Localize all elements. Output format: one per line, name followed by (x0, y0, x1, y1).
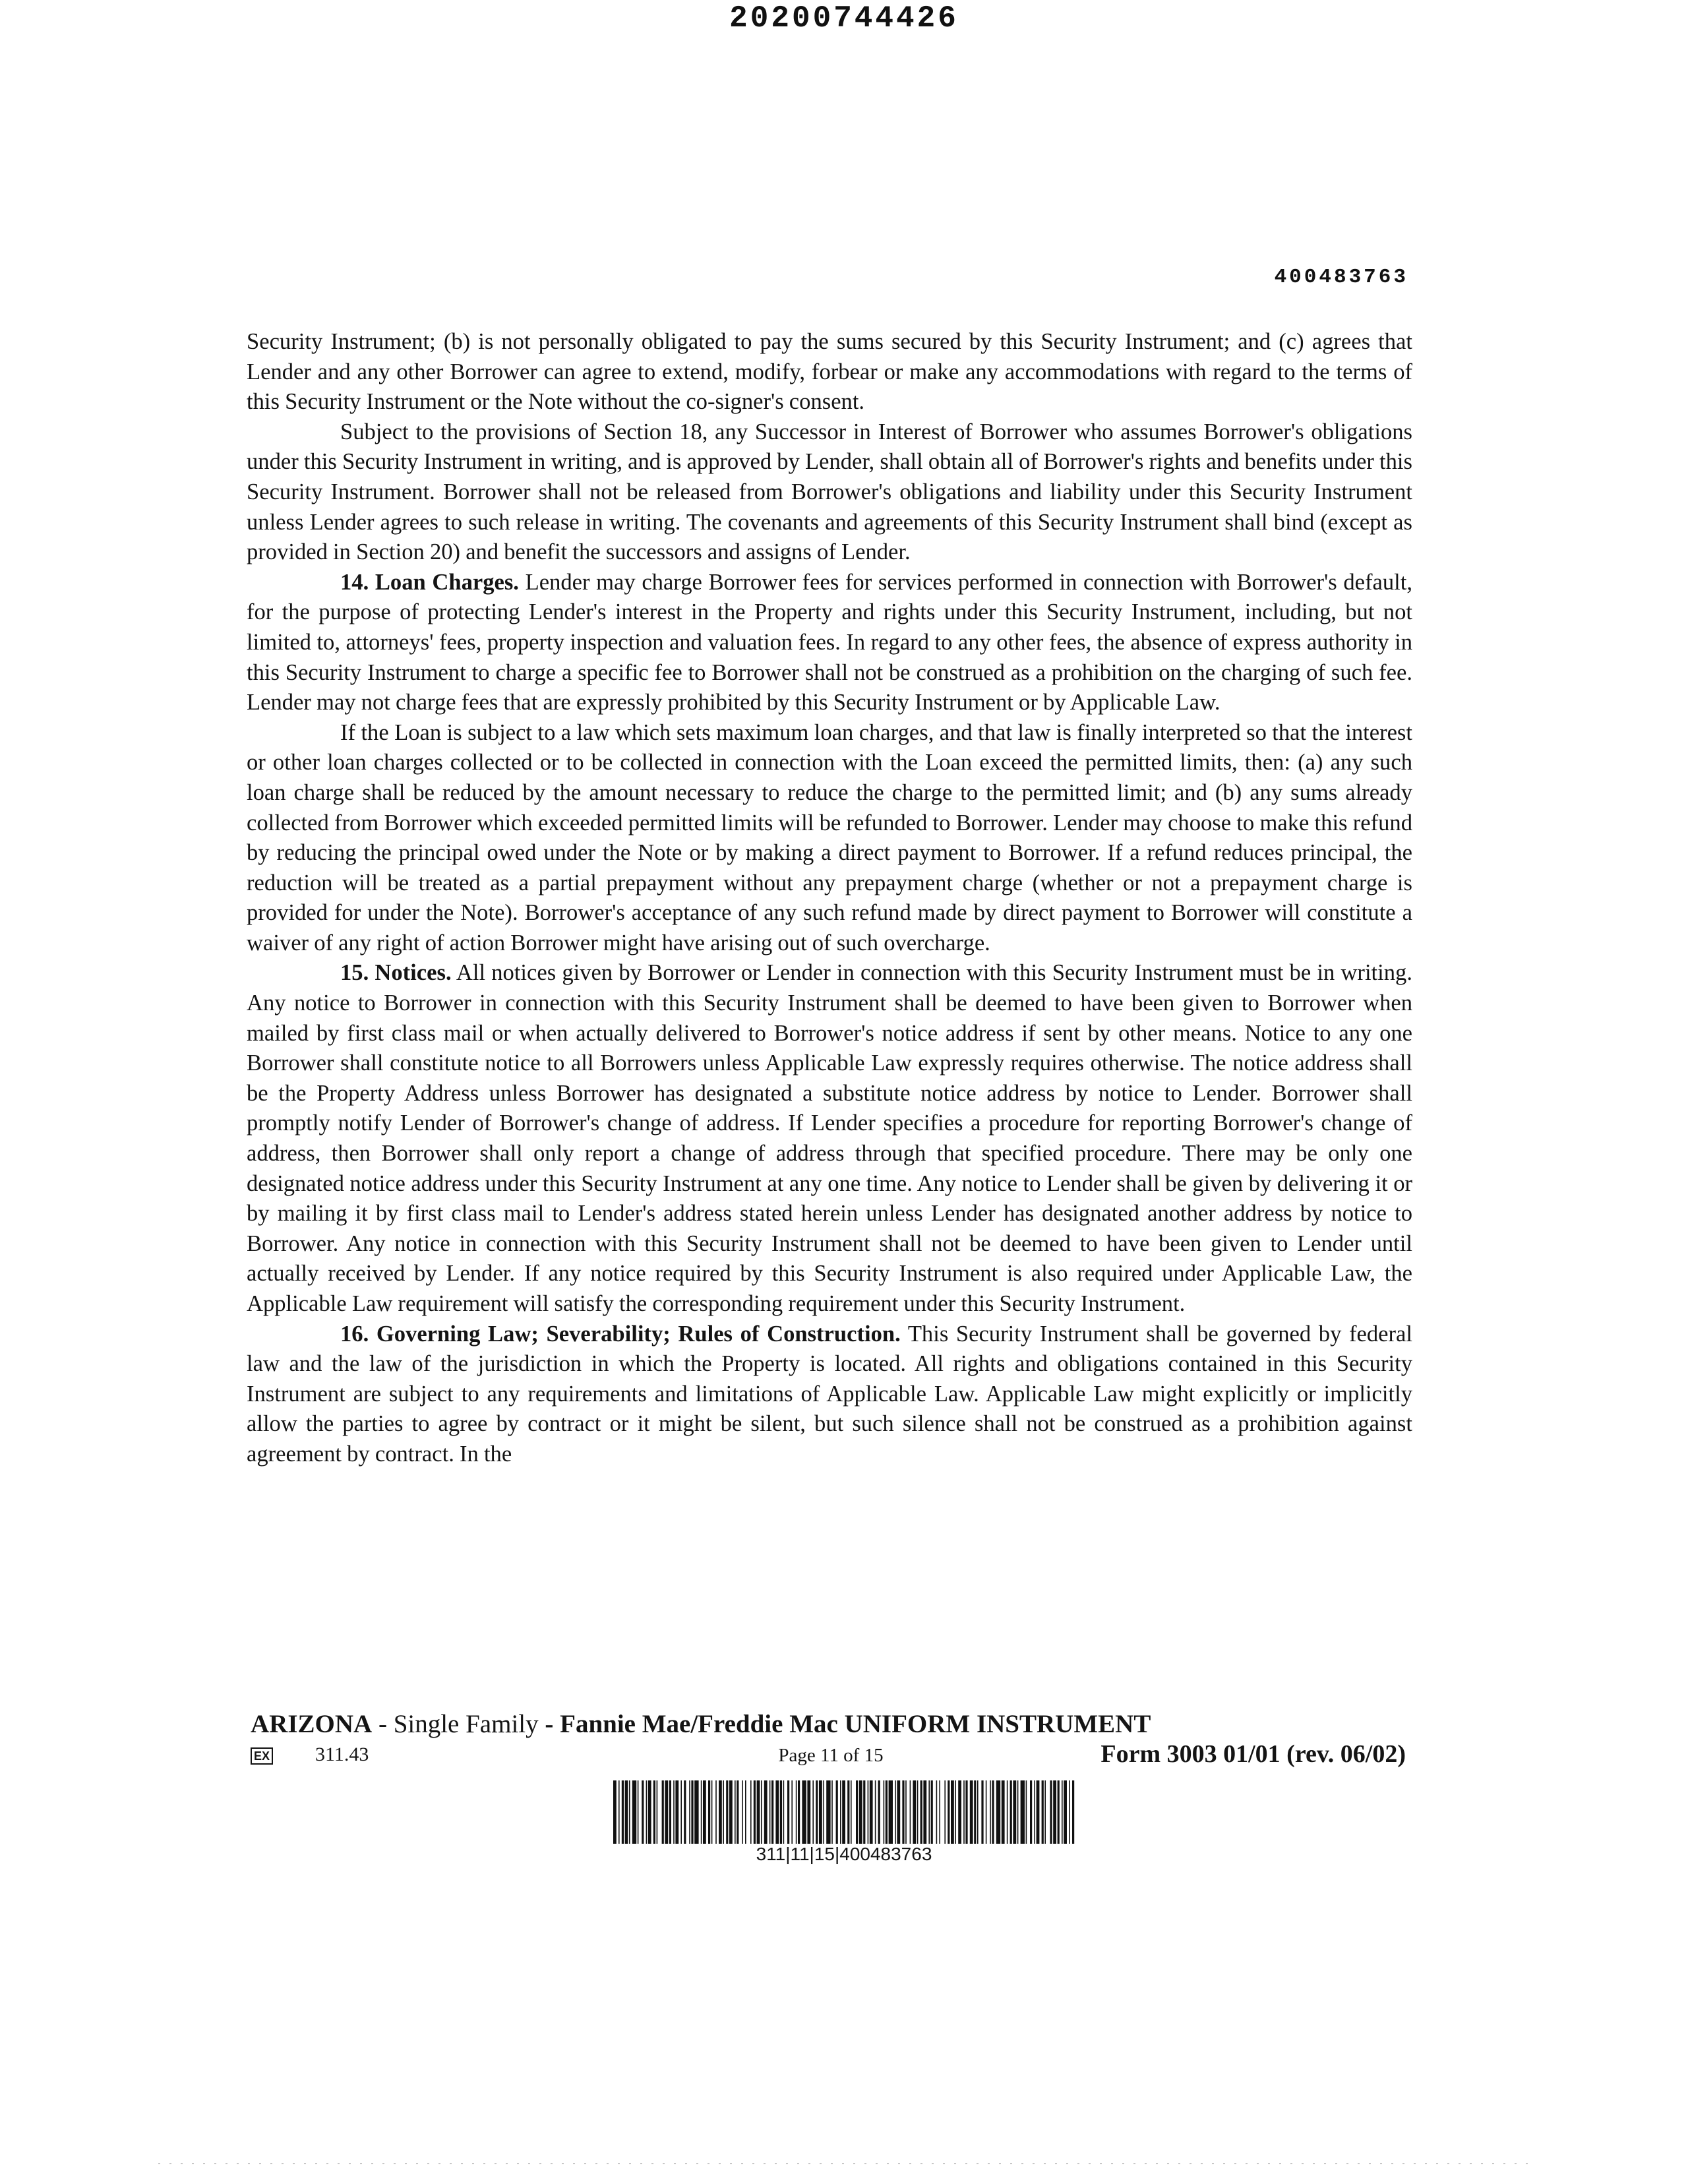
barcode-bar (1042, 1780, 1044, 1844)
form-code: 311.43 (315, 1744, 369, 1765)
barcode-bar (939, 1780, 940, 1844)
barcode-bar (897, 1780, 900, 1844)
section-14-text-1: Lender may charge Borrower fees for services performed in connection with Borrower's default, for the purpose of protecting Lender's interest in the Property and rights under this Security Instrument, including, but not limited to, attorneys' fees, property inspection and valuation fees. In regard to any other fees, the absence of express authority in this Security Instrument to charge a specific fee to Borrower shall not be construed as a prohibition on the charging of such fee. Lender may not charge fees that are expressly prohibited by this Security Instrument or by Applicable Law. (247, 569, 1412, 715)
barcode-bar (783, 1780, 785, 1844)
barcode-bar (796, 1780, 797, 1844)
barcode-bar (951, 1780, 954, 1844)
barcode-bar (675, 1780, 678, 1844)
barcode-bar (944, 1780, 946, 1844)
footer-uniform-instrument: Fannie Mae/Freddie Mac UNIFORM INSTRUMENT (560, 1710, 1151, 1738)
barcode-bar (638, 1780, 639, 1844)
barcode-bar (691, 1780, 693, 1844)
barcode-bar (836, 1780, 838, 1844)
barcode-bar (905, 1780, 907, 1844)
barcode-bar (653, 1780, 655, 1844)
barcode-bar (1030, 1780, 1032, 1844)
barcode-bar (711, 1780, 713, 1844)
barcode-bar (775, 1780, 779, 1844)
barcode-bar (902, 1780, 904, 1844)
barcode-bar (729, 1780, 733, 1844)
footer-separator-2: - (538, 1710, 560, 1738)
barcode-bar (859, 1780, 862, 1844)
barcode-bar (823, 1780, 824, 1844)
barcode-bar (618, 1780, 620, 1844)
barcode-bar (701, 1780, 702, 1844)
barcode-bar (673, 1780, 675, 1844)
barcode-bar (703, 1780, 706, 1844)
barcode-bar (742, 1780, 743, 1844)
barcode-icon (613, 1780, 1075, 1844)
barcode-bar (931, 1780, 933, 1844)
barcode-bar (1053, 1780, 1056, 1844)
barcode-bar (819, 1780, 822, 1844)
barcode-bar (878, 1780, 880, 1844)
barcode-bar (992, 1780, 994, 1844)
barcode-bar (737, 1780, 738, 1844)
barcode-bar (963, 1780, 965, 1844)
paragraph-cosigner-continued: Security Instrument; (b) is not personally obligated to pay the sums secured by this Security Instrument; and (c) agrees that Lender and any other Borrower can agree to extend, modify, forbear or make any accommodations with regard to the terms of this Security Instrument or the Note without the co-signer's consent. (247, 329, 1412, 415)
section-16-heading: 16. Governing Law; Severability; Rules of Construction. (340, 1321, 901, 1347)
barcode-bar (680, 1780, 682, 1844)
section-14-paragraph-1 (247, 568, 1412, 718)
barcode-bar (757, 1780, 760, 1844)
barcode-bar (1062, 1780, 1063, 1844)
barcode-bar (646, 1780, 648, 1844)
footer-separator-1: - (372, 1710, 394, 1738)
barcode-bar (719, 1780, 722, 1844)
barcode-bar (769, 1780, 771, 1844)
barcode-bar (958, 1780, 961, 1844)
barcode-bar (812, 1780, 814, 1844)
barcode-bar (990, 1780, 991, 1844)
barcode-bar (1037, 1780, 1040, 1844)
barcode-bar (708, 1780, 710, 1844)
barcode-caption: 311|11|15|400483763 (756, 1844, 932, 1864)
barcode-bar (622, 1780, 624, 1844)
footer-form-title (251, 1709, 1411, 1740)
barcode-bar (1064, 1780, 1067, 1844)
barcode-bar (1026, 1780, 1027, 1844)
barcode-bar (648, 1780, 651, 1844)
form-number: Form 3003 01/01 (rev. 06/02) (1100, 1740, 1406, 1768)
barcode-bar (1044, 1780, 1046, 1844)
barcode-bar (886, 1780, 888, 1844)
barcode-bar (917, 1780, 919, 1844)
barcode-bar (870, 1780, 873, 1844)
barcode-bar (669, 1780, 671, 1844)
barcode-bar (745, 1780, 746, 1844)
barcode-bar (625, 1780, 628, 1844)
barcode-bar (735, 1780, 736, 1844)
section-15-text: All notices given by Borrower or Lender in connection with this Security Instrument must be in writing. Any notice to Borrower in connection with this Security Instrument shall be deemed to have been given to Borrower when mailed by first class mail or when actually delivered to Borrower's notice address if sent by other means. Notice to any one Borrower shall constitute notice to all Borrowers unless Applicable Law expressly requires otherwise. The notice address shall be the Property Address unless Borrower has designated a substitute notice address by notice to Lender. Borrower shall promptly notify Lender of Borrower's change of address. If Lender specifies a procedure for reporting Borrower's change of address, then Borrower shall only report a change of address through that specified procedure. There may be only one designated notice address under this Security Instrument at any one time. Any notice to Lender shall be given by delivering it or by mailing it by first class mail to Lender's address stated herein unless Lender has designated another address by notice to Borrower. Any notice in connection with this Security Instrument shall not be deemed to have been given to Lender until actually received by Lender. If any notice required by this Security Instrument is also required under Applicable Law, the Applicable Law requirement will satisfy the corresponding requirement under this Security Instrument. (247, 960, 1412, 1316)
barcode-bar (831, 1780, 833, 1844)
barcode-bar (780, 1780, 782, 1844)
barcode-bar (771, 1780, 773, 1844)
document-body (247, 327, 1412, 1470)
section-14-heading: 14. Loan Charges. (340, 569, 519, 595)
barcode-bar (948, 1780, 950, 1844)
barcode-bar (840, 1780, 841, 1844)
footer-family: Single Family (393, 1710, 539, 1738)
barcode-bar (715, 1780, 717, 1844)
barcode-bar (726, 1780, 728, 1844)
barcode-bar (826, 1780, 830, 1844)
barcode-bar (847, 1780, 849, 1844)
barcode-bar (965, 1780, 967, 1844)
barcode-bar (875, 1780, 876, 1844)
barcode-bar (662, 1780, 664, 1844)
barcode-bar (694, 1780, 698, 1844)
barcode-bar (629, 1780, 630, 1844)
section-15-paragraph (247, 958, 1412, 1319)
barcode-bar (910, 1780, 911, 1844)
barcode-bar (764, 1780, 768, 1844)
barcode-bar (1069, 1780, 1070, 1844)
barcode-bar (1017, 1780, 1019, 1844)
barcode-bar (981, 1780, 983, 1844)
barcode-bar (787, 1780, 789, 1844)
barcode-bar (1058, 1780, 1060, 1844)
barcode-bar (791, 1780, 793, 1844)
footer-form-row (251, 1740, 1411, 1771)
barcode-bar (1013, 1780, 1016, 1844)
barcode-bar (970, 1780, 973, 1844)
barcode-bar (807, 1780, 810, 1844)
barcode-bar (754, 1780, 756, 1844)
ex-logo-icon: EX (251, 1747, 273, 1765)
barcode-bar (1021, 1780, 1025, 1844)
barcode-bar (913, 1780, 916, 1844)
barcode-bar (750, 1780, 752, 1844)
barcode-bar (851, 1780, 852, 1844)
footer-state: ARIZONA (251, 1710, 373, 1738)
barcode-bar (802, 1780, 806, 1844)
section-16-paragraph (247, 1320, 1412, 1470)
section-16-text: This Security Instrument shall be governed by federal law and the law of the jurisdiction in which the Property is located. All rights and obligations contained in this Security Instrument are subject to any requirements and limitations of Applicable Law. Applicable Law might explicitly or implicitly allow the parties to agree by contract or it might be silent, but such silence shall not be construed as a prohibition against agreement by contract. In the (247, 1321, 1412, 1467)
barcode-bar (936, 1780, 938, 1844)
barcode-bar (684, 1780, 686, 1844)
barcode-bar (996, 1780, 1000, 1844)
barcode-bar (928, 1780, 930, 1844)
barcode-bar (642, 1780, 644, 1844)
barcode-bar (689, 1780, 690, 1844)
barcode-bar (657, 1780, 658, 1844)
barcode-bar (1034, 1780, 1035, 1844)
barcode-bar (884, 1780, 885, 1844)
section-15-heading: 15. Notices. (340, 960, 452, 986)
barcode-bar (1007, 1780, 1008, 1844)
barcode-bar (895, 1780, 896, 1844)
barcode-bar (955, 1780, 956, 1844)
barcode-bar (974, 1780, 976, 1844)
barcode-bar (923, 1780, 926, 1844)
barcode-bar (1050, 1780, 1052, 1844)
paragraph-successor-in-interest: Subject to the provisions of Section 18, any Successor in Interest of Borrower who assumes Borrower's obligations under this Security Instrument in writing, and is approved by Lender, shall obtain all of Borrower's rights and benefits under this Security Instrument. Borrower shall not be released from Borrower's obligations and liability under this Security Instrument unless Lender agrees to such release in writing. The covenants and agreements of this Security Instrument shall bind (except as provided in Section 20) and benefit the successors and assigns of Lender. (247, 419, 1412, 565)
barcode-bar (986, 1780, 987, 1844)
section-14-paragraph-2: If the Loan is subject to a law which sets maximum loan charges, and that law is finally interpreted so that the interest or other loan charges collected or to be collected in connection with the Loan exceed the permitted limits, then: (a) any such loan charge shall be reduced by the amount necessary to reduce the charge to the permitted limit; and (b) any sums already collected from Borrower which exceeded permitted limits will be refunded to Borrower. Lender may choose to make this refund by reducing the principal owed under the Note or by making a direct payment to Borrower. If a refund reduces principal, the reduction will be treated as a partial prepayment without any prepayment charge (whether or not a prepayment charge is provided for under the Note). Borrower's acceptance of any such refund made by direct payment to Borrower will constitute a waiver of any right of action Borrower might have arising out of such overcharge. (247, 719, 1412, 956)
barcode-bar (798, 1780, 800, 1844)
barcode-bar (1002, 1780, 1005, 1844)
barcode-bar (856, 1780, 858, 1844)
barcode-bar (761, 1780, 762, 1844)
barcode-bar (920, 1780, 922, 1844)
barcode-bar (723, 1780, 724, 1844)
barcode-bar (842, 1780, 845, 1844)
scan-artifact-line (158, 2163, 1530, 2164)
barcode-bar (863, 1780, 865, 1844)
loan-number: 400483763 (1274, 266, 1408, 289)
page-indicator: Page 11 of 15 (778, 1745, 884, 1766)
barcode-bar (868, 1780, 869, 1844)
barcode-bar (665, 1780, 668, 1844)
barcode-bar (1072, 1780, 1074, 1844)
barcode-bar (613, 1780, 617, 1844)
barcode-bar (816, 1780, 818, 1844)
barcode-bar (977, 1780, 979, 1844)
barcode-bar (889, 1780, 893, 1844)
barcode-bar (632, 1780, 636, 1844)
barcode-bar (1010, 1780, 1012, 1844)
recording-number: 20200744426 (729, 1, 959, 36)
